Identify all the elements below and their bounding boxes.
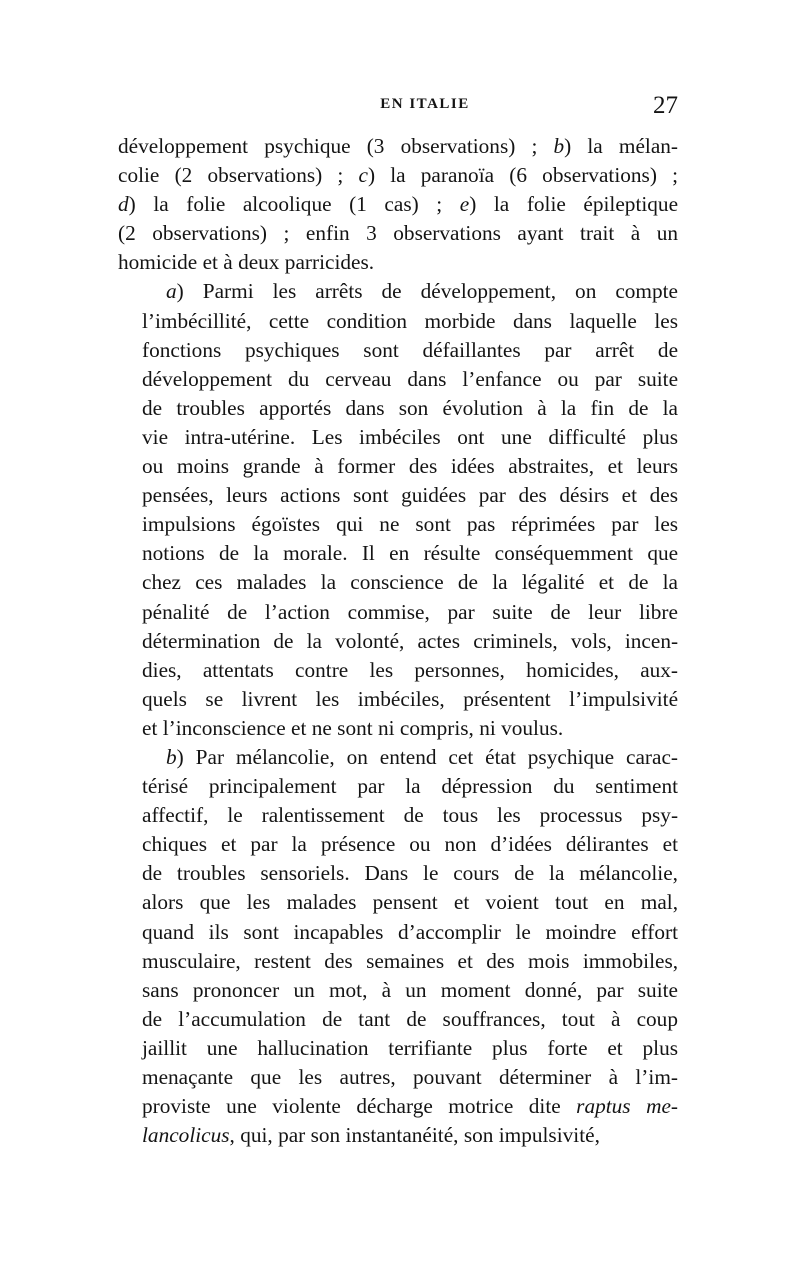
- page-number: 27: [653, 92, 678, 119]
- paragraph: [118, 277, 678, 743]
- text-line: colie (2 observations) ; c) la paranoïa (6 observations) ;: [118, 163, 679, 188]
- text-line: ou moins grande à former des idées abstraites, et leurs: [142, 454, 679, 479]
- text-line: b) Par mélancolie, on entend cet état psychique carac-: [166, 744, 679, 769]
- text-line: musculaire, restent des semaines et des mois immobiles,: [142, 948, 679, 973]
- text-line: menaçante que les autres, pouvant déterminer à l’im-: [142, 1065, 678, 1089]
- text-line: (2 observations) ; enfin 3 observations ayant trait à un: [118, 221, 679, 246]
- text-line: notions de la morale. Il en résulte conséquemment que: [142, 541, 679, 566]
- text-line: a) Parmi les arrêts de développement, on compte: [166, 279, 679, 304]
- book-page: [118, 92, 678, 1150]
- text-line: pensées, leurs actions sont guidées par des désirs et des: [142, 483, 678, 508]
- text-line: chiques et par la présence ou non d’idées délirantes et: [142, 832, 679, 857]
- text-line: développement psychique (3 observations) ; b) la mélan-: [118, 134, 679, 158]
- text-line: et l’inconscience et ne sont ni compris, ni voulus.: [142, 715, 564, 740]
- text-line: d) la folie alcoolique (1 cas) ; e) la folie épileptique: [118, 192, 679, 217]
- text-line: quels se livrent les imbéciles, présentent l’impulsivité: [142, 686, 679, 711]
- text-line: jaillit une hallucination terrifiante plus forte et plus: [142, 1035, 679, 1060]
- running-header: [118, 92, 678, 120]
- text-line: de troubles apportés dans son évolution à la fin de la: [142, 395, 678, 420]
- text-line: quand ils sont incapables d’accomplir le moindre effort: [142, 919, 679, 944]
- text-line: alors que les malades pensent et voient tout en mal,: [142, 890, 679, 915]
- text-line: pénalité de l’action commise, par suite de leur libre: [142, 599, 678, 624]
- text-line: affectif, le ralentissement de tous les processus psy-: [142, 803, 679, 828]
- text-line: détermination de la volonté, actes criminels, vols, incen-: [142, 628, 679, 653]
- text-line: impulsions égoïstes qui ne sont pas réprimées par les: [142, 512, 679, 537]
- paragraph: [118, 132, 678, 277]
- text-line: fonctions psychiques sont défaillantes par arrêt de: [142, 337, 679, 362]
- text-line: dies, attentats contre les personnes, homicides, aux-: [142, 657, 679, 682]
- body-text: [118, 132, 678, 1150]
- running-title: EN ITALIE: [380, 96, 470, 112]
- text-line: développement du cerveau dans l’enfance ou par suite: [142, 366, 679, 391]
- text-line: l’imbécillité, cette condition morbide dans laquelle les: [142, 308, 678, 333]
- text-line: sans prononcer un mot, à un moment donné, par suite: [142, 977, 678, 1002]
- text-line: vie intra-utérine. Les imbéciles ont une difficulté plus: [142, 424, 679, 449]
- text-line: de troubles sensoriels. Dans le cours de la mélancolie,: [142, 861, 678, 886]
- text-line: homicide et à deux parricides.: [118, 250, 375, 275]
- text-line: de l’accumulation de tant de souffrances, tout à coup: [142, 1006, 678, 1031]
- text-line: térisé principalement par la dépression du sentiment: [142, 774, 679, 799]
- text-line: proviste une violente décharge motrice dite raptus me-: [142, 1094, 678, 1119]
- paragraph: [118, 743, 678, 1150]
- text-line: chez ces malades la conscience de la légalité et de la: [142, 570, 679, 595]
- text-line: lancolicus, qui, par son instantanéité, son impulsivité,: [142, 1123, 600, 1148]
